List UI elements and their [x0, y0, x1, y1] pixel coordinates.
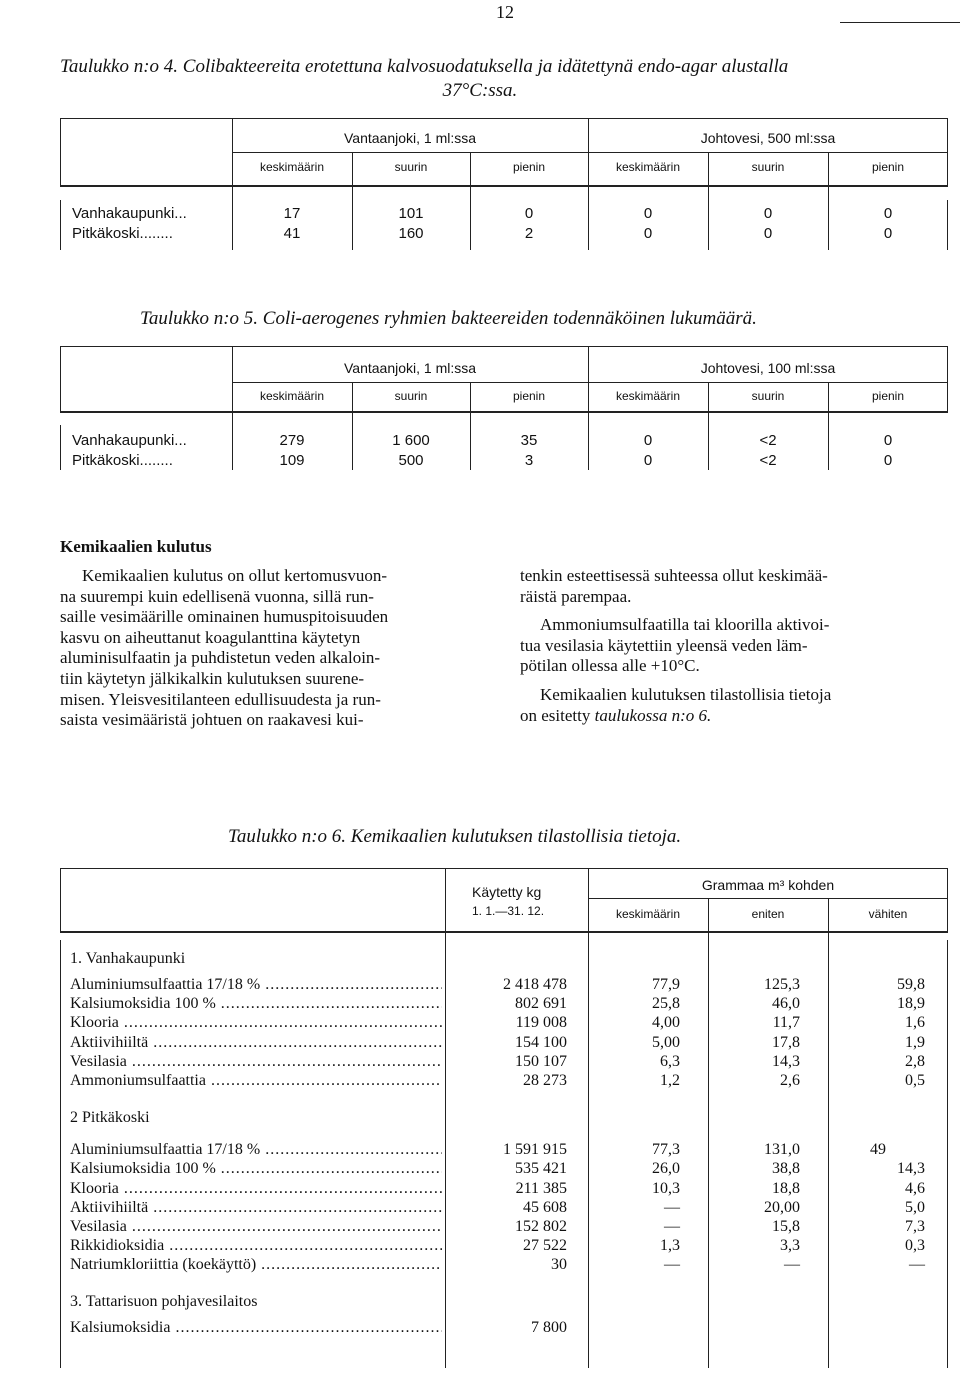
t4-cell: 0	[763, 225, 773, 242]
t4-cell: 0	[643, 225, 653, 242]
t5-col-avg1: keskimäärin	[259, 389, 325, 403]
t4-cell: 0	[643, 205, 653, 222]
table5-title: Coli-aerogenes ryhmien bakteereiden todennäköinen lukumäärä.	[262, 308, 757, 329]
row-avg: 77,3	[652, 1141, 680, 1159]
table-row	[70, 1141, 948, 1160]
row-max: 131,0	[764, 1141, 800, 1159]
t6-section-title: 2 Pitkäkoski	[70, 1109, 150, 1127]
row-name: Aktiivihiiltä	[70, 1033, 149, 1051]
row-min: 5,0	[905, 1198, 925, 1216]
t5-col-avg2: keskimäärin	[615, 389, 681, 403]
t6-group-header: Grammaa m³ kohden	[701, 877, 835, 893]
row-max: 2,6	[780, 1071, 800, 1089]
t5-cell: 279	[279, 432, 305, 449]
t5-cell: 0	[643, 452, 653, 469]
row-kg: 150 107	[515, 1052, 567, 1070]
t5-col-min2: pienin	[871, 389, 905, 403]
row-min: 1,9	[905, 1033, 925, 1051]
t5-col-max2: suurin	[751, 389, 785, 403]
t4-cell: 160	[398, 225, 424, 242]
row-max: 15,8	[772, 1217, 800, 1235]
row-max: 125,3	[764, 976, 800, 993]
row-min: —	[909, 1256, 925, 1274]
row-avg: 4,00	[652, 1014, 680, 1032]
table6-body	[70, 950, 948, 1339]
row-min: 0,3	[905, 1237, 925, 1255]
row-avg: 1,3	[660, 1237, 680, 1255]
t6-col-max: eniten	[751, 907, 785, 921]
row-name: Kalsiumoksidia	[70, 1319, 171, 1337]
table6-caption	[228, 826, 928, 848]
row-min: 0,5	[905, 1071, 925, 1089]
table-row	[70, 1034, 948, 1053]
body-line: aluminisulfaatin ja puhdistetun veden alkaloin-	[60, 648, 381, 668]
t5-row2-label: Pitkäkoski........	[72, 452, 173, 469]
t5-cell: 3	[524, 452, 534, 469]
body-line: kasvu on aiheuttanut koagulanttina käytetyn	[60, 627, 361, 647]
t5-cell: 0	[883, 432, 893, 449]
t4-cell: 41	[283, 225, 301, 242]
t5-group2: Johtovesi, 100 ml:ssa	[700, 360, 836, 376]
row-kg: 535 421	[515, 1160, 567, 1178]
table-row	[70, 1319, 948, 1338]
table4-caption	[60, 56, 960, 78]
row-kg: 152 802	[515, 1217, 567, 1235]
t4-cell: 0	[883, 225, 893, 242]
row-min: 4,6	[905, 1179, 925, 1197]
row-max: 20,00	[764, 1198, 800, 1216]
t6-col-min: vähiten	[868, 907, 908, 921]
table-row	[70, 976, 948, 995]
t4-cell: 17	[283, 205, 301, 222]
row-kg: 45 608	[523, 1198, 567, 1216]
row-kg: 28 273	[523, 1071, 567, 1089]
table-row	[70, 1199, 948, 1218]
row-name: Natriumkloriittia (koekäyttö)	[70, 1256, 257, 1274]
t5-cell: 0	[883, 452, 893, 469]
row-max: 3,3	[780, 1237, 800, 1255]
row-min: 2,8	[905, 1052, 925, 1070]
t4-col-min1: pienin	[512, 160, 546, 174]
body-line: misen. Yleisvesitilanteen edullisuudesta ja run-	[60, 689, 381, 709]
table-reference: taulukossa n:o 6.	[594, 705, 712, 725]
table5-caption	[140, 308, 940, 330]
page-number: 12	[496, 2, 514, 22]
row-max: 18,8	[772, 1179, 800, 1197]
body-line: Ammoniumsulfaatilla tai kloorilla aktivoi-	[540, 615, 830, 635]
body-right-column	[520, 566, 960, 726]
t4-cell: 0	[524, 205, 534, 222]
row-avg: —	[664, 1217, 680, 1235]
row-name: Vesilasia	[70, 1217, 127, 1235]
t6-section-title: 3. Tattarisuon pohjavesilaitos	[70, 1293, 258, 1311]
row-name: Aluminiumsulfaattia 17/18 %	[70, 1141, 261, 1159]
row-avg: 77,9	[652, 976, 680, 993]
row-name: Aluminiumsulfaattia 17/18 %	[70, 976, 261, 993]
row-name: Vesilasia	[70, 1052, 127, 1070]
body-line: tenkin esteettisessä suhteessa ollut keskimää-	[520, 566, 828, 585]
t4-cell: 2	[524, 225, 534, 242]
row-kg: 119 008	[515, 1014, 567, 1032]
t5-cell: 1 600	[392, 432, 430, 449]
t4-col-max1: suurin	[394, 160, 428, 174]
body-line: na suurempi kuin edellisenä vuonna, sillä run-	[60, 586, 374, 606]
body-line: Kemikaalien kulutus on ollut kertomusvuon-	[82, 566, 388, 585]
body-text: on esitetty	[520, 705, 591, 725]
row-avg: 25,8	[652, 995, 680, 1013]
t4-row2-label: Pitkäkoski........	[72, 225, 173, 242]
row-max: 17,8	[772, 1033, 800, 1051]
table-row	[70, 1218, 948, 1237]
row-kg: 211 385	[515, 1179, 567, 1197]
row-name: Rikkidioksidia	[70, 1237, 165, 1255]
t5-cell: 0	[643, 432, 653, 449]
body-line: saille vesimäärille ominainen humuspitoisuuden	[60, 607, 389, 627]
table6-title: Kemikaalien kulutuksen tilastollisia tietoja.	[350, 826, 682, 847]
row-max: 14,3	[772, 1052, 800, 1070]
t4-row1-label: Vanhakaupunki...	[72, 205, 187, 222]
body-line: Kemikaalien kulutuksen tilastollisia tietoja	[540, 684, 832, 704]
table-row	[70, 1160, 948, 1179]
row-name: Kalsiumoksidia 100 %	[70, 1160, 216, 1178]
row-avg: 6,3	[660, 1052, 680, 1070]
table4-label: Taulukko n:o 4.	[60, 56, 179, 77]
row-kg: 154 100	[515, 1033, 567, 1051]
row-kg: 27 522	[523, 1237, 567, 1255]
row-max: —	[784, 1256, 800, 1274]
row-max: 38,8	[772, 1160, 800, 1178]
row-avg: 1,2	[660, 1071, 680, 1089]
row-min: 14,3	[897, 1160, 925, 1178]
table-row	[70, 1237, 948, 1256]
t4-col-avg1: keskimäärin	[259, 160, 325, 174]
row-min: 59,8	[897, 976, 925, 993]
t5-cell: 109	[279, 452, 305, 469]
body-line: tiin käytetyn jälkikalkin kulutuksen suurene-	[60, 668, 365, 688]
row-name: Ammoniumsulfaattia	[70, 1071, 206, 1089]
row-kg: 7 800	[531, 1319, 567, 1337]
t6-used-period: 1. 1.—31. 12.	[472, 904, 545, 918]
table-row	[70, 1014, 948, 1033]
t6-section-title: 1. Vanhakaupunki	[70, 950, 186, 967]
body-line: pötilan ollessa alle +10°C.	[520, 656, 700, 676]
t5-cell: <2	[759, 432, 777, 449]
section-heading: Kemikaalien kulutus	[60, 537, 212, 556]
t4-col-min2: pienin	[871, 160, 905, 174]
t4-cell: 0	[763, 205, 773, 222]
row-name: Klooria	[70, 1014, 119, 1032]
row-avg: —	[664, 1198, 680, 1216]
row-min: 1,6	[905, 1014, 925, 1032]
t5-col-min1: pienin	[512, 389, 546, 403]
row-kg: 2 418 478	[503, 976, 567, 993]
table-row	[70, 1256, 948, 1275]
row-max: 11,7	[772, 1014, 800, 1032]
body-line: räistä parempaa.	[520, 586, 632, 606]
row-max: 46,0	[772, 995, 800, 1013]
t4-cell: 101	[398, 205, 424, 222]
table-row	[70, 1180, 948, 1199]
header-rule	[840, 22, 960, 23]
table4-caption-line2: 37°C:ssa.	[442, 80, 518, 101]
table4-title: Colibakteereita erotettuna kalvosuodatuksella ja idätettynä endo-agar alustalla	[182, 56, 789, 77]
t5-cell: <2	[759, 452, 777, 469]
row-avg: —	[664, 1256, 680, 1274]
table5-label: Taulukko n:o 5.	[140, 308, 259, 329]
row-min: 18,9	[897, 995, 925, 1013]
row-avg: 5,00	[652, 1033, 680, 1051]
row-name: Klooria	[70, 1179, 119, 1197]
table-row	[70, 1053, 948, 1072]
body-line	[520, 706, 960, 727]
t4-cell: 0	[883, 205, 893, 222]
row-avg: 26,0	[652, 1160, 680, 1178]
t4-col-avg2: keskimäärin	[615, 160, 681, 174]
t5-col-max1: suurin	[394, 389, 428, 403]
t4-group2: Johtovesi, 500 ml:ssa	[700, 130, 836, 146]
t4-group1: Vantaanjoki, 1 ml:ssa	[343, 130, 477, 146]
row-kg: 30	[551, 1256, 567, 1274]
body-left-column	[60, 566, 500, 731]
t5-cell: 35	[520, 432, 538, 449]
row-kg: 1 591 915	[503, 1141, 567, 1159]
t5-group1: Vantaanjoki, 1 ml:ssa	[343, 360, 477, 376]
row-avg: 10,3	[652, 1179, 680, 1197]
t6-col-avg: keskimäärin	[615, 907, 681, 921]
row-kg: 802 691	[515, 995, 567, 1013]
table-row	[70, 1072, 948, 1091]
row-name: Kalsiumoksidia 100 %	[70, 995, 216, 1013]
row-min: 49	[870, 1141, 886, 1159]
t6-used-header: Käytetty kg	[472, 884, 542, 900]
body-line: saista vesimääristä johtuen on raakavesi kui-	[60, 710, 364, 730]
table-row	[70, 995, 948, 1014]
t4-col-max2: suurin	[751, 160, 785, 174]
row-name: Aktiivihiiltä	[70, 1198, 149, 1216]
row-min: 7,3	[905, 1217, 925, 1235]
body-line: tua vesilasia käytettiin yleensä veden läm-	[520, 635, 808, 655]
table6-label: Taulukko n:o 6.	[228, 826, 347, 847]
t5-row1-label: Vanhakaupunki...	[72, 432, 187, 449]
t5-cell: 500	[398, 452, 424, 469]
